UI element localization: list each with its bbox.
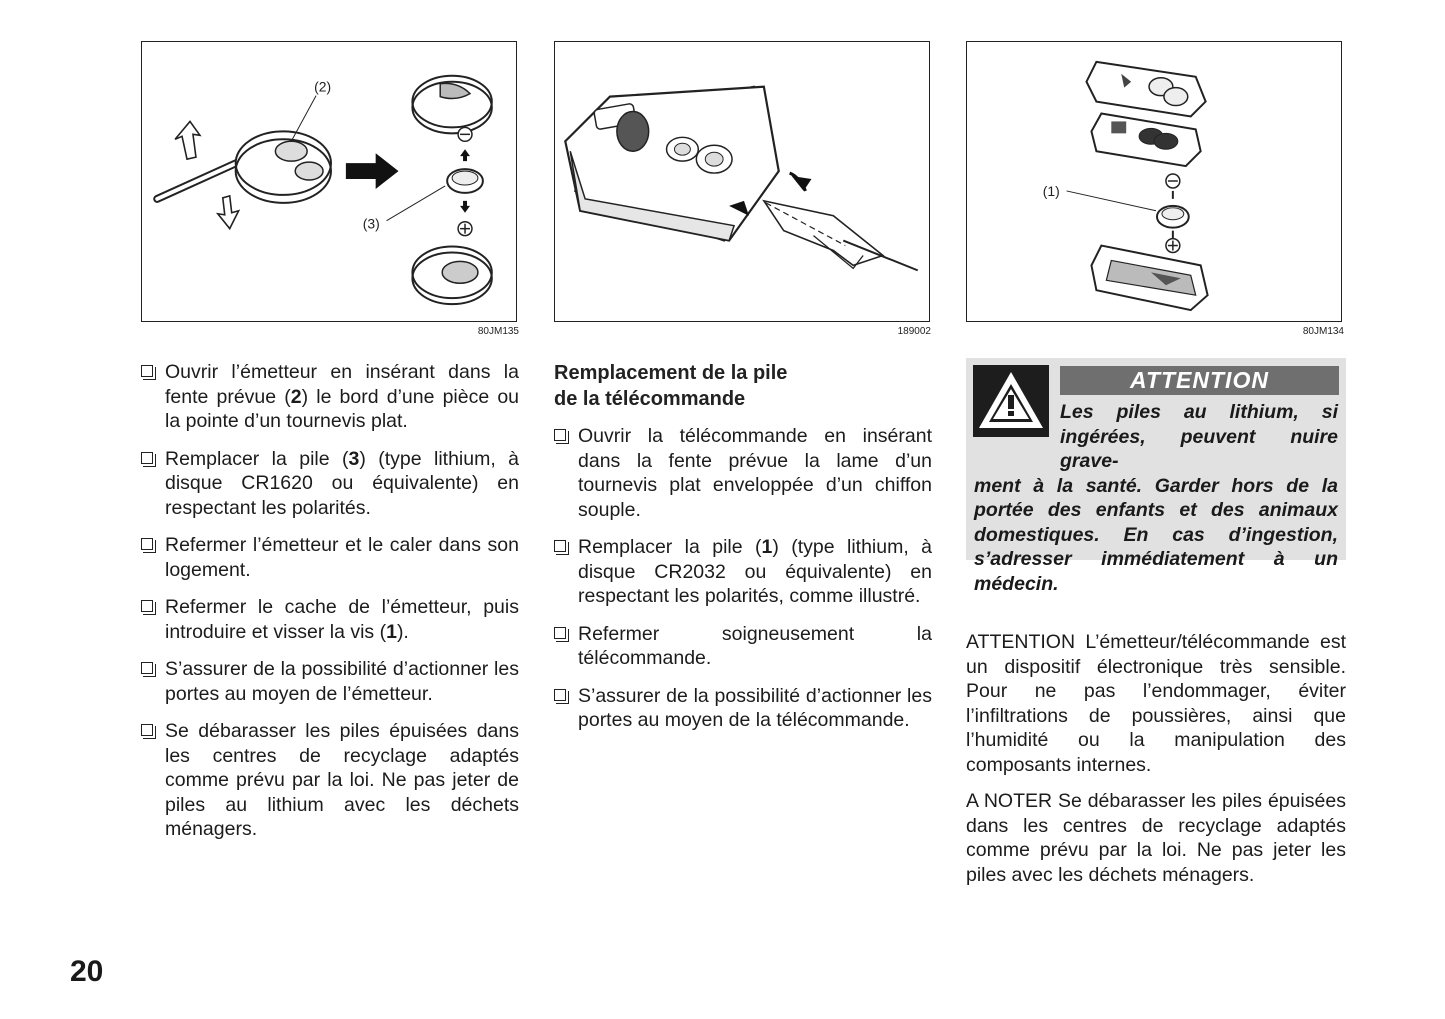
figure-remote-opening (554, 41, 930, 322)
list-item: Refermer soigneusement la télécommande. (554, 622, 932, 671)
warning-text: Les piles au lithium, si ingérées, peuvent nuire grave- ment à la santé. Garder hors de la portée des enfants et des animaux domestiques. En cas d’ingestion, s’adresser immédiatement à un médecin. (974, 401, 1338, 595)
figure-code: 80JM135 (477, 326, 519, 337)
list-item: Refermer l’émetteur et le caler dans son logement. (141, 533, 519, 582)
callout-1: (1) (1042, 182, 1060, 199)
figure-remote-exploded (966, 41, 1342, 322)
list-item: Remplacer la pile (1) (type lithium, à disque CR2032 ou équivalente) en respectant les polarités, comme illustré. (554, 535, 932, 609)
notes (966, 630, 1346, 899)
page-number: 20 (70, 955, 104, 988)
list-item: Ouvrir la télécommande en insérant dans la fente prévue la lame d’un tournevis plat enveloppée d’un chiffon souple. (554, 424, 932, 522)
list-item: Remplacer la pile (3) (type lithium, à disque CR1620 ou équivalente) en respectant les polarités. (141, 447, 519, 521)
list-item: S’assurer de la possibilité d’actionner les portes au moyen de la télécommande. (554, 684, 932, 733)
callout-3: (3) (362, 215, 380, 232)
emitter-battery-illustration (142, 42, 516, 321)
warning-box (966, 358, 1346, 595)
list-item: Se débarasser les piles épuisées dans les centres de recyclage adaptés comme prévu par la loi. Ne pas jeter de piles au lithium avec les déchets ménagers. (141, 719, 519, 842)
remote-exploded-illustration (967, 42, 1341, 321)
warning-title: ATTENTION (1060, 366, 1339, 395)
list-item: Refermer le cache de l’émetteur, puis introduire et visser la vis (1). (141, 595, 519, 644)
disposal-note: A NOTER Se débarasser les piles épuisées dans les centres de recyclage adaptés comme prévu par la loi. Ne pas jeter les piles avec les déchets ménagers. (966, 790, 1346, 886)
remote-opening-illustration (555, 42, 929, 321)
figure-emitter-opening (141, 41, 517, 322)
attention-note: ATTENTION L’émetteur/télécommande est un dispositif électronique très sensible. Pour ne pas l’endommager, éviter l’infiltrations de poussières, ainsi que l’humidité ou la manipulation des composants internes. (966, 631, 1346, 776)
remote-instructions (554, 360, 932, 746)
emitter-instructions (141, 360, 519, 855)
figure-code: 189002 (897, 326, 931, 337)
section-heading: Remplacement de la pile de la télécommande (554, 362, 788, 410)
list-item: S’assurer de la possibilité d’actionner les portes au moyen de l’émetteur. (141, 657, 519, 706)
list-item: Ouvrir l’émetteur en insérant dans la fente prévue (2) le bord d’une pièce ou la pointe d’un tournevis plat. (141, 360, 519, 434)
figure-code: 80JM134 (1302, 326, 1344, 337)
callout-2: (2) (314, 78, 332, 95)
